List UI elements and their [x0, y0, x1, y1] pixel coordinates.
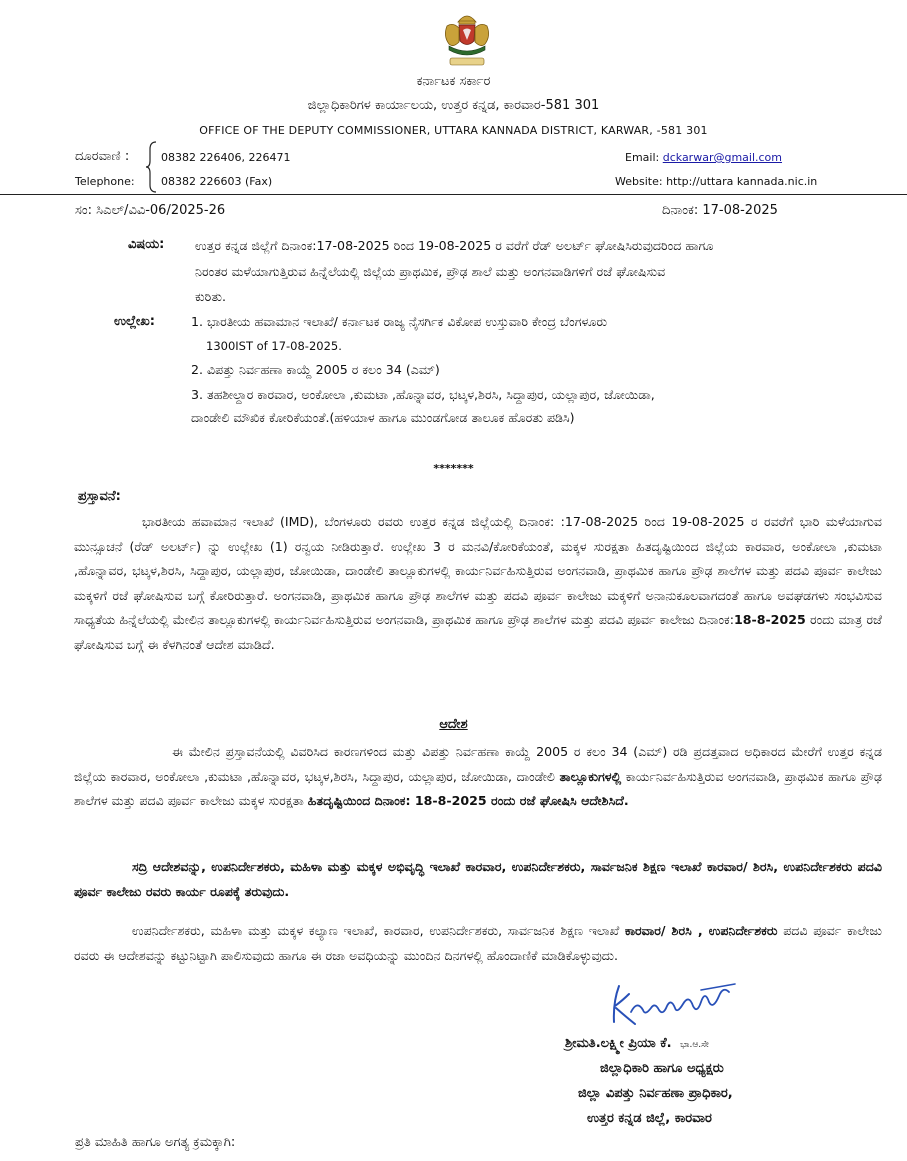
signatory-designation-2: ಜಿಲ್ಲಾ ವಿಪತ್ತು ನಿರ್ವಹಣಾ ಪ್ರಾಧಿಕಾರ,: [578, 1086, 733, 1101]
brace-icon: [146, 141, 160, 193]
reference-2: 2. ವಿಪತ್ತು ನಿರ್ವಹಣಾ ಕಾಯ್ದೆ 2005 ರ ಕಲಂ 34 (ಎಮ್): [191, 362, 440, 377]
subject-line-1: ಉತ್ತರ ಕನ್ನಡ ಜಿಲ್ಲೆಗೆ ದಿನಾಂಕ:17-08-2025 ರಿಂದ 19-08-2025 ರ ವರೆಗೆ ರೆಡ್ ಅಲರ್ಟ್ ಘೋಷಿಸಿರುವುದರಿಂದ ಹಾಗೂ: [195, 238, 714, 253]
reference-1a: 1. ಭಾರತೀಯ ಹವಾಮಾನ ಇಲಾಖೆ/ ಕರ್ನಾಟಕ ರಾಜ್ಯ ನೈಸರ್ಗಿಕ ವಿಕೋಪ ಉಸ್ತುವಾರಿ ಕೇಂದ್ರ ಬೆಂಗಳೂರು: [191, 314, 608, 329]
order-paragraph-2: ಸದ್ರಿ ಆದೇಶವನ್ನು, ಉಪನಿರ್ದೇಶಕರು, ಮಹಿಳಾ ಮತ್ತು ಮಕ್ಕಳ ಅಭಿವೃದ್ಧಿ ಇಲಾಖೆ ಕಾರವಾರ, ಉಪನಿರ್ದೇಶಕರು, ಸಾರ್ವಜನಿಕ ಶಿಕ್ಷಣ ಇಲಾಖೆ ಕಾರವಾರ/ ಶಿರಸಿ, ಉಪನಿರ್ದೇಶಕರು ಪದವಿ ಪೂರ್ವ ಕಾಲೇಜು ರವರು ಕಾರ್ಯ ರೂಪಕ್ಕೆ ತರುವುದು.: [74, 859, 882, 899]
subject-label: ವಿಷಯ:: [128, 237, 165, 252]
reference-3a: 3. ತಹಶೀಲ್ದಾರ ಕಾರವಾರ, ಅಂಕೋಲಾ ,ಕುಮಟಾ ,ಹೊನ್ನಾವರ, ಭಟ್ಕಳ,ಶಿರಸಿ, ಸಿದ್ದಾಪುರ, ಯಲ್ಲಾಪುರ, ಜೋಯಿಡಾ,: [191, 387, 655, 402]
state-emblem: [441, 8, 493, 70]
signature-image: [605, 972, 745, 1034]
order-paragraph-1: ಈ ಮೇಲಿನ ಪ್ರಸ್ತಾವನೆಯಲ್ಲಿ ವಿವರಿಸಿದ ಕಾರಣಗಳಿಂದ ಮತ್ತು ವಿಪತ್ತು ನಿರ್ವಹಣಾ ಕಾಯ್ದೆ 2005 ರ ಕಲಂ 34 (ಎಮ್) ರಡಿ ಪ್ರದತ್ತವಾದ ಅಧಿಕಾರದ ಮೇರೆಗೆ ಉತ್ತರ ಕನ್ನಡ ಜಿಲ್ಲೆಯ ಕಾರವಾರ, ಅಂಕೋಲಾ ,ಕುಮಟಾ ,ಹೊನ್ನಾವರ, ಭಟ್ಕಳ,ಶಿರಸಿ, ಸಿದ್ದಾಪುರ, ಯಲ್ಲಾಪುರ, ಜೋಯಿಡಾ, ದಾಂಡೇಲಿ ತಾಲ್ಲೂಕುಗಳಲ್ಲಿ ಕಾರ್ಯನಿರ್ವಹಿಸುತ್ತಿರುವ ಅಂಗನವಾಡಿ, ಪ್ರಾಥಮಿಕ ಹಾಗೂ ಪ್ರೌಢ ಶಾಲೆಗಳ ಮತ್ತು ಪದವಿ ಪೂರ್ವ ಕಾಲೇಜು ಮಕ್ಕಳ ಸುರಕ್ಷತಾ ಹಿತದೃಷ್ಟಿಯಿಂದ ದಿನಾಂಕ: 18-8-2025 ರಂದು ರಜೆ ಘೋಷಿಸಿ ಆದೇಶಿಸಿದೆ.: [74, 744, 882, 809]
subject-line-3: ಕುರಿತು.: [195, 289, 227, 304]
fax-number: 08382 226603 (Fax): [161, 175, 273, 188]
phone-numbers: 08382 226406, 226471: [161, 151, 291, 164]
phone-label-english: Telephone:: [75, 175, 135, 188]
preamble-paragraph: ಭಾರತೀಯ ಹವಾಮಾನ ಇಲಾಖೆ (IMD), ಬೆಂಗಳೂರು ರವರು ಉತ್ತರ ಕನ್ನಡ ಜಿಲ್ಲೆಯಲ್ಲಿ ದಿನಾಂಕ: :17-08-2025 ರಿಂದ 19-08-2025 ರ ರವರೆಗೆ ಭಾರಿ ಮಳೆಯಾಗುವ ಮುನ್ಸೂಚನೆ (ರೆಡ್ ಅಲರ್ಟ್) ನ್ನು ಉಲ್ಲೇಖ (1) ರನ್ವಯ ನೀಡಿರುತ್ತಾರೆ. ಉಲ್ಲೇಖ 3 ರ ಮನವಿ/ಕೋರಿಕೆಯಂತೆ, ಮಕ್ಕಳ ಸುರಕ್ಷತಾ ಹಿತದೃಷ್ಟಿಯಿಂದ ಜಿಲ್ಲೆಯ ಕಾರವಾರ, ಅಂಕೋಲಾ ,ಕುಮಟಾ ,ಹೊನ್ನಾವರ, ಭಟ್ಕಳ,ಶಿರಸಿ, ಸಿದ್ದಾಪುರ, ಯಲ್ಲಾಪುರ, ಜೋಯಿಡಾ, ದಾಂಡೇಲಿ ತಾಲ್ಲೂಕುಗಳಲ್ಲಿ ಕಾರ್ಯನಿರ್ವಹಿಸುತ್ತಿರುವ ಅಂಗನವಾಡಿ, ಪ್ರಾಥಮಿಕ ಹಾಗೂ ಪ್ರೌಢ ಶಾಲೆಗಳ ಮತ್ತು ಪದವಿ ಪೂರ್ವ ಕಾಲೇಜು ಮಕ್ಕಳಿಗೆ ರಜೆ ಘೋಷಿಸುವ ಬಗ್ಗೆ ಕೋರಿರುತ್ತಾರೆ. ಅಂಗನವಾಡಿ, ಪ್ರಾಥಮಿಕ ಹಾಗೂ ಪ್ರೌಢ ಶಾಲೆಗಳ ಮತ್ತು ಪದವಿ ಪೂರ್ವ ಕಾಲೇಜು ಮಕ್ಕಳಿಗೆ ಅನಾನುಕೂಲವಾಗದಂತೆ ಹಾಗೂ ಅವಘಡಗಳು ಸಂಭವಿಸುವ ಸಾಧ್ಯತೆಯ ಹಿನ್ನೆಲೆಯಲ್ಲಿ ಮೇಲಿನ ತಾಲ್ಲೂಕುಗಳಲ್ಲಿ ಕಾರ್ಯನಿರ್ವಹಿಸುತ್ತಿರುವ ಅಂಗನವಾಡಿ, ಪ್ರಾಥಮಿಕ ಹಾಗೂ ಪ್ರೌಢ ಶಾಲೆಗಳ ಮತ್ತು ಪದವಿ ಪೂರ್ವ ಕಾಲೇಜು ದಿನಾಂಕ:18-8-2025 ರಂದು ಮಾತ್ರ ರಜೆ ಘೋಷಿಸುವ ಬಗ್ಗೆ ಈ ಕೆಳಗಿನಂತೆ ಆದೇಶ ಮಾಡಿದೆ.: [74, 514, 882, 652]
reference-3b: ದಾಂಡೇಲಿ ಮೌಖಿಕ ಕೋರಿಕೆಯಂತೆ.(ಹಳಿಯಾಳ ಹಾಗೂ ಮುಂಡಗೋಡ ತಾಲೂಕ ಹೊರತು ಪಡಿಸಿ): [191, 410, 575, 425]
order-date: ದಿನಾಂಕ: 17-08-2025: [662, 203, 778, 218]
signatory-designation-3: ಉತ್ತರ ಕನ್ನಡ ಜಿಲ್ಲೆ, ಕಾರವಾರ: [587, 1111, 712, 1126]
email-label: Email:: [625, 151, 660, 164]
signatory-name: ಶ್ರೀಮತಿ.ಲಕ್ಷ್ಮೀ ಪ್ರಿಯಾ ಕೆ.: [565, 1036, 672, 1051]
office-title-kannada: ಜಿಲ್ಲಾಧಿಕಾರಿಗಳ ಕಾರ್ಯಾಲಯ, ಉತ್ತರ ಕನ್ನಡ, ಕಾರವಾರ-581 301: [307, 98, 600, 113]
signatory-service: ಭಾ.ಆ.ಸೇ: [680, 1040, 709, 1050]
order-paragraph-3: ಉಪನಿರ್ದೇಶಕರು, ಮಹಿಳಾ ಮತ್ತು ಮಕ್ಕಳ ಕಲ್ಯಾಣ ಇಲಾಖೆ, ಕಾರವಾರ, ಉಪನಿರ್ದೇಶಕರು, ಸಾರ್ವಜನಿಕ ಶಿಕ್ಷಣ ಇಲಾಖೆ ಕಾರವಾರ/ ಶಿರಸಿ , ಉಪನಿರ್ದೇಶಕರು ಪದವಿ ಪೂರ್ವ ಕಾಲೇಜು ರವರು ಈ ಆದೇಶವನ್ನು ಕಟ್ಟುನಿಟ್ಟಾಗಿ ಪಾಲಿಸುವುದು ಹಾಗೂ ಈ ರಜಾ ಅವಧಿಯನ್ನು ಮುಂದಿನ ದಿನಗಳಲ್ಲಿ ಹೊಂದಾಣಿಕೆ ಮಾಡಿಕೊಳ್ಳುವುದು.: [74, 923, 882, 963]
order-heading: ಆದೇಶ: [439, 717, 468, 732]
website-label: Website:: [615, 175, 663, 188]
reference-1b: 1300IST of 17-08-2025.: [206, 339, 342, 353]
references-label: ಉಲ್ಲೇಖ:: [114, 314, 155, 329]
govt-title: ಕರ್ನಾಟಕ ಸರ್ಕಾರ: [416, 74, 491, 89]
signatory-designation-1: ಜಿಲ್ಲಾಧಿಕಾರಿ ಹಾಗೂ ಅಧ್ಯಕ್ಷರು: [600, 1061, 724, 1076]
reference-number: ಸಂ: ಸಿಎಲ್/ವಿವಿ-06/2025-26: [75, 203, 226, 218]
phone-label-kannada: ದೂರವಾಣಿ :: [75, 149, 130, 164]
email-link[interactable]: dckarwar@gmail.com: [662, 151, 783, 164]
separator-stars: *******: [433, 462, 474, 475]
website-url[interactable]: http://uttara kannada.nic.in: [666, 175, 818, 188]
preamble-heading: ಪ್ರಸ್ತಾವನೆ:: [78, 489, 121, 504]
header-divider: [0, 194, 907, 195]
office-title-english: OFFICE OF THE DEPUTY COMMISSIONER, UTTARA KANNADA DISTRICT, KARWAR, -581 301: [199, 124, 708, 137]
copy-to-heading: ಪ್ರತಿ ಮಾಹಿತಿ ಹಾಗೂ ಅಗತ್ಯ ಕ್ರಮಕ್ಕಾಗಿ:: [75, 1135, 236, 1150]
subject-line-2: ನಿರಂತರ ಮಳೆಯಾಗುತ್ತಿರುವ ಹಿನ್ನೆಲೆಯಲ್ಲಿ ಜಿಲ್ಲೆಯ ಪ್ರಾಥಮಿಕ, ಪ್ರೌಢ ಶಾಲೆ ಮತ್ತು ಅಂಗನವಾಡಿಗಳಿಗೆ ರಜೆ ಘೋಷಿಸುವ: [195, 264, 666, 279]
